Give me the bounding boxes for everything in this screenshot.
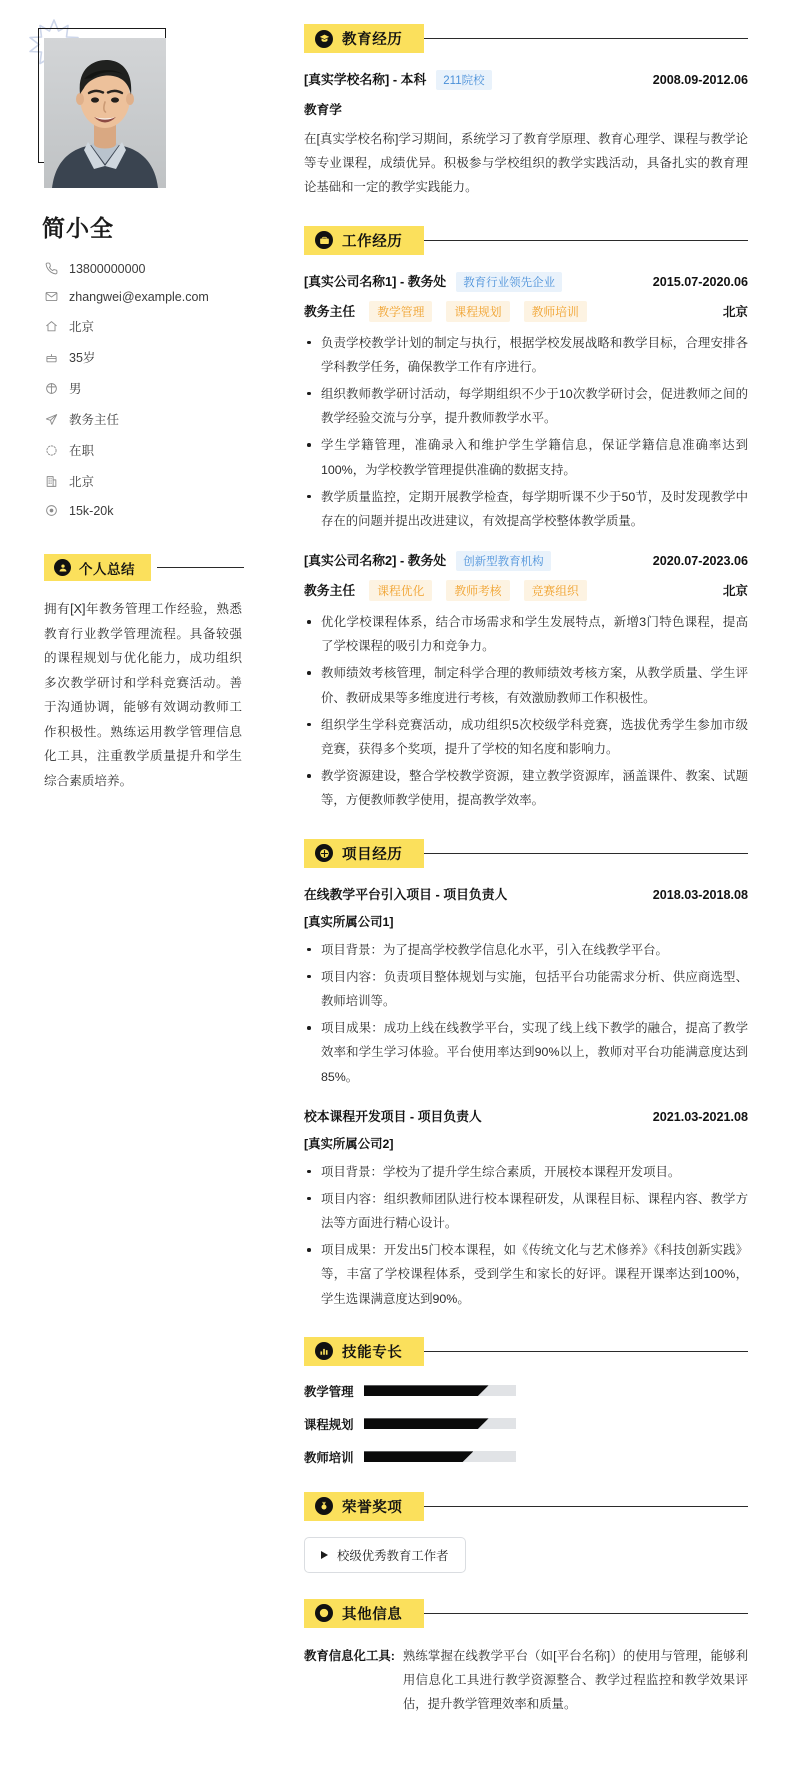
project-title: 校本课程开发项目 - 项目负责人 bbox=[304, 1108, 482, 1124]
project-bullet: 项目成果：开发出5门校本课程，如《传统文化与艺术修养》《科技创新实践》等，丰富了学校课程体系，受到学生和家长的好评。课程开课率达到100%，学生选课满意度达到90%。 bbox=[304, 1238, 748, 1311]
project-entry-header bbox=[304, 1106, 748, 1125]
phone-icon bbox=[44, 261, 59, 276]
contact-item-position bbox=[44, 410, 268, 428]
other-info-value: 熟练掌握在线教学平台（如[平台名称]）的使用与管理，能够利用信息化工具进行教学资源整合、教学过程监控和教学效果评估，提升教学管理效率和质量。 bbox=[402, 1648, 748, 1712]
other-info-row bbox=[304, 1644, 748, 1717]
other-section-header bbox=[304, 1599, 748, 1628]
contact-item-workplace bbox=[44, 472, 268, 490]
skill-bar-fill bbox=[364, 1451, 474, 1462]
education-school: [真实学校名称] - 本科 bbox=[304, 72, 427, 87]
skill-item bbox=[304, 1415, 516, 1433]
salary-icon bbox=[44, 503, 59, 518]
work-bullet: 学生学籍管理，准确录入和维护学生学籍信息，保证学籍信息准确率达到100%，为学校教学管理提供准确的数据支持。 bbox=[304, 433, 748, 481]
skills-rule bbox=[424, 1351, 748, 1352]
skill-label: 教学管理 bbox=[304, 1384, 354, 1399]
other-rule bbox=[424, 1613, 748, 1614]
project-bullet: 项目成果：成功上线在线教学平台，实现了线上线下教学的融合，提高了教学效率和学生学习体验。平台使用率达到90%以上，教师对平台功能满意度达到85%。 bbox=[304, 1016, 748, 1089]
contact-value: 男 bbox=[69, 382, 82, 396]
person-icon bbox=[54, 559, 71, 576]
work-bullet-list bbox=[304, 610, 748, 813]
work-entry bbox=[304, 550, 748, 813]
contact-item-email bbox=[44, 289, 268, 304]
honor-chip[interactable] bbox=[304, 1537, 466, 1573]
home-icon bbox=[44, 319, 59, 334]
skills-section-header bbox=[304, 1337, 748, 1366]
project-bullet-list bbox=[304, 1160, 748, 1311]
contact-list bbox=[44, 261, 268, 518]
contact-value: zhangwei@example.com bbox=[69, 289, 209, 304]
honors-title: 荣誉奖项 bbox=[342, 1499, 403, 1516]
work-bullet: 教学质量监控，定期开展教学检查，每学期听课不少于50节，及时发现教学中存在的问题并提出改进建议，有效提高学校整体教学质量。 bbox=[304, 485, 748, 533]
contact-value: 15k-20k bbox=[69, 503, 114, 518]
contact-value: 北京 bbox=[69, 320, 95, 334]
other-pill bbox=[304, 1599, 424, 1628]
contact-item-age bbox=[44, 348, 268, 366]
honor-list bbox=[304, 1537, 748, 1573]
summary-section-header bbox=[44, 554, 244, 581]
project-bullet: 项目内容：组织教师团队进行校本课程研发，从课程目标、课程内容、教学方法等方面进行精心设计。 bbox=[304, 1187, 748, 1235]
triangle-right-icon bbox=[321, 1551, 328, 1559]
work-entry-left bbox=[304, 550, 551, 571]
paper-plane-icon bbox=[44, 412, 59, 427]
work-entry-header bbox=[304, 271, 748, 292]
education-tag: 211院校 bbox=[436, 70, 491, 90]
work-role-left bbox=[304, 580, 587, 601]
work-bullet-list bbox=[304, 331, 748, 534]
summary-title: 个人总结 bbox=[79, 561, 135, 577]
chart-icon bbox=[315, 1342, 333, 1360]
project-company: [真实所属公司2] bbox=[304, 1136, 394, 1151]
project-entry bbox=[304, 1106, 748, 1311]
work-title: 工作经历 bbox=[342, 233, 403, 250]
work-company: [真实公司名称1] - 教务处 bbox=[304, 273, 447, 289]
work-section-header bbox=[304, 226, 748, 255]
status-icon bbox=[44, 443, 59, 458]
section-projects bbox=[304, 839, 748, 1311]
section-skills bbox=[304, 1337, 748, 1466]
honors-pill bbox=[304, 1492, 424, 1521]
work-bullet: 教师绩效考核管理，制定科学合理的教师绩效考核方案，从教学质量、学生评价、教研成果等多维度进行考核，有效激励教师工作积极性。 bbox=[304, 661, 748, 709]
portrait-illustration bbox=[44, 38, 166, 188]
work-bullet: 组织学生学科竞赛活动，成功组织5次校级学科竞赛，选拔优秀学生参加市级竞赛，获得多个奖项，提升了学校的知名度和影响力。 bbox=[304, 713, 748, 761]
skill-item bbox=[304, 1382, 516, 1400]
honor-label: 校级优秀教育工作者 bbox=[337, 1548, 449, 1563]
summary-pill bbox=[44, 554, 151, 581]
contact-item-salary bbox=[44, 503, 268, 518]
grid-icon bbox=[315, 844, 333, 862]
education-entry bbox=[304, 69, 748, 200]
other-title: 其他信息 bbox=[342, 1606, 403, 1623]
work-role-row bbox=[304, 580, 748, 601]
work-entry-header bbox=[304, 550, 748, 571]
work-skill-tag: 竞赛组织 bbox=[524, 580, 587, 601]
projects-title: 项目经历 bbox=[342, 846, 403, 863]
project-title: 在线教学平台引入项目 - 项目负责人 bbox=[304, 886, 508, 902]
graduation-icon bbox=[315, 30, 333, 48]
skill-item bbox=[304, 1448, 516, 1466]
projects-section-header bbox=[304, 839, 748, 868]
work-date: 2020.07-2023.06 bbox=[652, 554, 748, 569]
section-work bbox=[304, 226, 748, 813]
work-bullet: 优化学校课程体系，结合市场需求和学生发展特点，新增3门特色课程，提高了学校课程的吸引力和竞争力。 bbox=[304, 610, 748, 658]
work-skill-tag: 教师考核 bbox=[446, 580, 509, 601]
project-bullet: 项目背景：学校为了提升学生综合素质，开展校本课程开发项目。 bbox=[304, 1160, 748, 1184]
work-role: 教务主任 bbox=[304, 583, 356, 599]
work-entry-left bbox=[304, 271, 562, 292]
honors-rule bbox=[424, 1506, 748, 1507]
work-location: 北京 bbox=[722, 584, 748, 599]
project-date: 2021.03-2021.08 bbox=[652, 1109, 748, 1124]
work-company: [真实公司名称2] - 教务处 bbox=[304, 553, 447, 569]
work-company-tag: 教育行业领先企业 bbox=[456, 272, 562, 292]
work-skill-tag: 课程规划 bbox=[446, 301, 509, 322]
contact-value: 13800000000 bbox=[69, 261, 146, 276]
gender-icon bbox=[44, 381, 59, 396]
project-bullet: 项目内容：负责项目整体规划与实施，包括平台功能需求分析、供应商选型、教师培训等。 bbox=[304, 965, 748, 1013]
projects-rule bbox=[424, 853, 748, 854]
work-rule bbox=[424, 240, 748, 241]
project-date: 2018.03-2018.08 bbox=[652, 887, 748, 902]
main-content bbox=[290, 0, 794, 1770]
education-rule bbox=[424, 38, 748, 39]
contact-item-status bbox=[44, 441, 268, 459]
project-bullet: 项目背景：为了提高学校教学信息化水平，引入在线教学平台。 bbox=[304, 938, 748, 962]
skill-bar-fill bbox=[364, 1418, 489, 1429]
contact-value: 35岁 bbox=[69, 351, 96, 365]
education-pill bbox=[304, 24, 424, 53]
education-title: 教育经历 bbox=[342, 32, 403, 48]
contact-item-gender bbox=[44, 379, 268, 397]
work-location: 北京 bbox=[722, 304, 748, 319]
work-pill bbox=[304, 226, 424, 255]
projects-pill bbox=[304, 839, 424, 868]
project-entry-header bbox=[304, 884, 748, 903]
education-major: 教育学 bbox=[304, 103, 342, 117]
work-entry bbox=[304, 271, 748, 534]
building-icon bbox=[44, 474, 59, 489]
mail-icon bbox=[44, 289, 59, 304]
skill-bar-fill bbox=[364, 1385, 489, 1396]
work-bullet: 教学资源建设，整合学校教学资源，建立教学资源库，涵盖课件、教案、试题等，方便教师教学使用，提高教学效率。 bbox=[304, 764, 748, 812]
section-other-info bbox=[304, 1599, 748, 1717]
education-section-header bbox=[304, 24, 748, 53]
avatar bbox=[44, 38, 166, 188]
skill-label: 课程规划 bbox=[304, 1417, 354, 1432]
work-bullet: 组织教师教学研讨活动，每学期组织不少于10次教学研讨会，促进教师之间的教学经验交流与分享，提升教师教学水平。 bbox=[304, 382, 748, 430]
skill-bar-track bbox=[364, 1451, 516, 1462]
contact-value: 北京 bbox=[69, 475, 95, 489]
project-entry bbox=[304, 884, 748, 1089]
photo-block bbox=[44, 38, 214, 188]
work-skill-tag: 教师培训 bbox=[524, 301, 587, 322]
page-title: 简小全 bbox=[42, 215, 114, 241]
contact-item-city bbox=[44, 317, 268, 335]
sidebar bbox=[0, 0, 290, 1770]
summary-text: 拥有[X]年教务管理工作经验，熟悉教育行业教学管理流程。具备较强的课程规划与优化能力，成功组织多次教学研讨和学科竞赛活动。善于沟通协调，能够有效调动教师工作积极性。熟练运用教学管理信息化工具，注重教学质量提升和学生综合素质培养。 bbox=[44, 602, 242, 788]
work-company-tag: 创新型教育机构 bbox=[456, 551, 551, 571]
skill-label: 教师培训 bbox=[304, 1450, 354, 1465]
section-education bbox=[304, 24, 748, 200]
contact-value: 在职 bbox=[69, 444, 95, 458]
work-role-row bbox=[304, 301, 748, 322]
skills-pill bbox=[304, 1337, 424, 1366]
education-entry-header bbox=[304, 69, 748, 90]
briefcase-icon bbox=[315, 231, 333, 249]
skills-grid bbox=[304, 1382, 748, 1466]
honors-section-header bbox=[304, 1492, 748, 1521]
education-description: 在[真实学校名称]学习期间，系统学习了教育学原理、教育心理学、课程与教学论等专业课程，成绩优异。积极参与学校组织的教学实践活动，具备扎实的教育理论基础和一定的教学实践能力。 bbox=[304, 132, 748, 195]
education-date: 2008.09-2012.06 bbox=[652, 73, 748, 87]
work-bullet: 负责学校教学计划的制定与执行，根据学校发展战略和教学目标，合理安排各学科教学任务，确保教学工作有序进行。 bbox=[304, 331, 748, 379]
other-info-label: 教育信息化工具: bbox=[304, 1648, 395, 1663]
contact-value: 教务主任 bbox=[69, 413, 120, 427]
work-skill-tag: 教学管理 bbox=[369, 301, 432, 322]
skills-title: 技能专长 bbox=[342, 1344, 403, 1361]
skill-bar-track bbox=[364, 1385, 516, 1396]
work-role: 教务主任 bbox=[304, 303, 356, 319]
info-icon bbox=[315, 1604, 333, 1622]
summary-rule bbox=[157, 567, 244, 568]
section-honors bbox=[304, 1492, 748, 1573]
skill-bar-track bbox=[364, 1418, 516, 1429]
project-company: [真实所属公司1] bbox=[304, 914, 394, 929]
work-role-left bbox=[304, 301, 587, 322]
education-entry-left bbox=[304, 69, 492, 90]
medal-icon bbox=[315, 1497, 333, 1515]
contact-item-phone bbox=[44, 261, 268, 276]
project-bullet-list bbox=[304, 938, 748, 1089]
cake-icon bbox=[44, 350, 59, 365]
work-skill-tag: 课程优化 bbox=[369, 580, 432, 601]
work-date: 2015.07-2020.06 bbox=[652, 274, 748, 289]
